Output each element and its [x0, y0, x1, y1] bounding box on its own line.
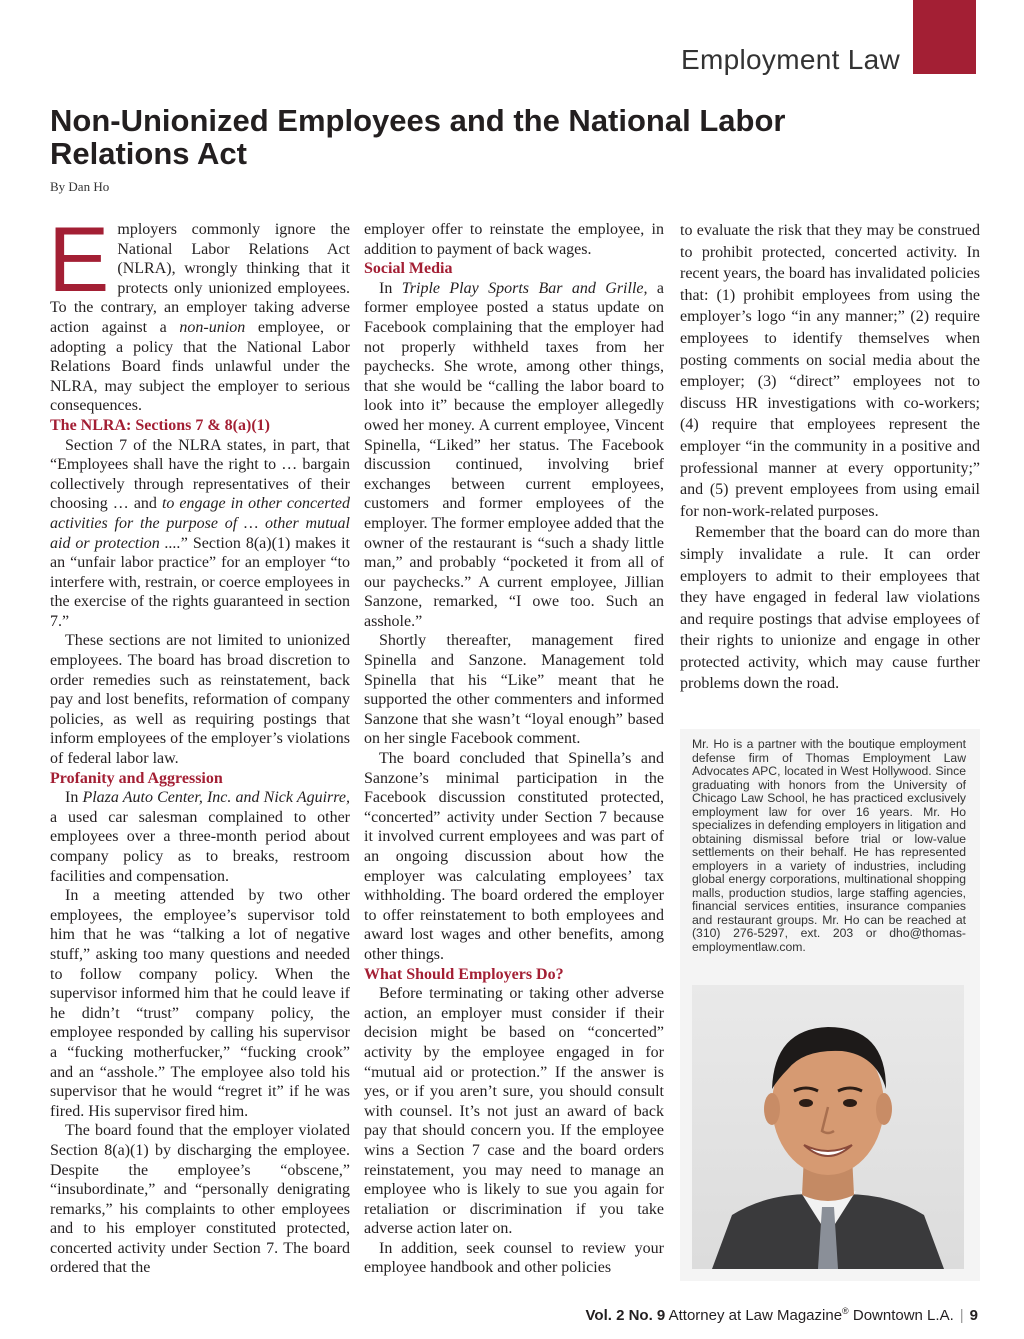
- paragraph: Remember that the board can do more than simply invalidate a rule. It can order employers to admit to their employees that they have engaged in federal law violations and require postings that advise employees of their rights to unionize and engage in other protected activity, which may cause further problems down the road.: [680, 524, 980, 693]
- paragraph: In Plaza Auto Center, Inc. and Nick Aguirre, a used car salesman complained to other employees over a three-month period about company policy as to breaks, restroom facilities and compensation.: [50, 789, 350, 885]
- article-column-1: [48, 209, 350, 1278]
- issue-volume: Vol. 2 No. 9: [585, 1307, 666, 1324]
- paragraph: employer offer to reinstate the employee, in addition to payment of back wages.: [364, 221, 664, 258]
- paragraph: In Triple Play Sports Bar and Grille, a former employee posted a status update on Facebook complaining that the employer had not properly withheld taxes from her paychecks. She wrote, among other things, that she would be “calling the labor board to look into it” because the employer allegedly owed her money. A current employee, Vincent Spinella, “Liked” her status. The Facebook discussion continued, involving brief exchanges between current employees, customers and former employees of the employer. The former employee added that the owner of the restaurant is “such a shady little man,” and probably “pocketed it from all of our paychecks.” A current employee, Jillian Sanzone, remarked, “I owe too. Such an asshole.”: [364, 279, 665, 630]
- author-portrait-illustration: [692, 985, 964, 1269]
- edition-name: Downtown L.A.: [852, 1307, 954, 1324]
- author-photo: [692, 985, 964, 1269]
- paragraph: to evaluate the risk that they may be construed to prohibit protected, concerted activity. In recent years, the board has invalidated policies that: (1) prohibit employees from using the employer’s logo “in any manner;” (2) require employees to identify themselves when posting comments on social media about the employer; (3) “direct” employees not to discuss HR investigations with co-workers; (4) require that employees represent the employer “in the community in a positive and professional manner at every opportunity;” and (5) prevent employees from using email for non-work-related purposes.: [680, 222, 980, 520]
- registered-mark: ®: [842, 1306, 849, 1316]
- paragraph: In a meeting attended by two other employees, the employee’s supervisor told him that he was “talking a lot of negative stuff,” asking too many questions and needed to follow company policy. When the supervisor informed him that he could leave if he didn’t “trust” company policy, the employee responded by calling his supervisor a “fucking motherfucker,” “fucking crook” and an “asshole.” The employee also told his supervisor that he would “regret it” if he was fired. His supervisor fired him.: [50, 887, 350, 1120]
- magazine-name: Attorney at Law Magazine: [668, 1307, 843, 1324]
- article-column-3: [680, 220, 980, 695]
- article-title: Non-Unionized Employees and the National Labor Relations Act: [50, 103, 786, 171]
- paragraph: Shortly thereafter, management fired Spinella and Sanzone. Management told Spinella that his “Like” meant that he supported the other commenters and informed Sanzone that she wasn’t “loyal enough” based on her single Facebook comment.: [364, 632, 664, 748]
- subheading-nlra: The NLRA: Sections 7 & 8(a)(1): [50, 416, 270, 434]
- intro-paragraph: Employers commonly ignore the National Labor Relations Act (NLRA), wrongly thinking that it protects only unionized employees. To the contrary, an employer taking adverse action against a non-union employee, or adopting a policy that the National Labor Relations Board finds unlawful under the NLRA, may subject the employer to serious consequences.: [48, 209, 350, 415]
- paragraph: These sections are not limited to unionized employees. The board has broad discretion to order remedies such as reinstatement, back pay and lost benefits, reformation of company policies, as well as requiring postings that inform employees of the employer’s violations of federal labor law.: [50, 632, 350, 768]
- paragraph: Section 7 of the NLRA states, in part, that “Employees shall have the right to … bargain collectively through representatives of their choosing … and to engage in other concerted activities for the purpose of … other mutual aid or protection ....” Section 8(a)(1) makes it an “unfair labor practice” for an employer “to interfere with, restrain, or coerce employees in the exercise of the rights guaranteed in section 7.”: [50, 436, 350, 630]
- paragraph: Before terminating or taking other adverse action, an employer must consider if their decision might be based on “concerted” activity by the employee engaged in for “mutual aid or protection.” If the answer is yes, or if you aren’t sure, you should consult with counsel. It’s not just an award of back pay that should concern you. If the employee wins a Section 7 case and the board orders reinstatement, you may need to manage an employee who is likely to sue you again for retaliation or discrimination if you take adverse action later on.: [364, 985, 664, 1238]
- subheading-profanity: Profanity and Aggression: [50, 769, 223, 787]
- section-label: Employment Law: [681, 44, 900, 75]
- section-color-bar: [913, 0, 976, 74]
- subheading-social-media: Social Media: [364, 260, 453, 278]
- paragraph: The board found that the employer violated Section 8(a)(1) by discharging the employee. Despite the employee’s “obscene,” “insubordinate,” and “personally denigrating remarks,” his complaints to other employees and to his employer constituted protected, concerted activity under Section 7. The board ordered that the: [50, 1122, 350, 1277]
- drop-cap: E: [48, 209, 110, 311]
- author-bio: Mr. Ho is a partner with the boutique employment defense firm of Thomas Employment Law Advocates APC, located in West Hollywood. Since graduating with honors from the University of Chicago Law School, he has practiced exclusively employment law for over 16 years. Mr. Ho specializes in defending employers in litigation and obtaining dismissal before trial or low-value settlements on their behalf. He has represented employers in a variety of industries, including global energy corporations, multinational shopping malls, production studios, large staffing agencies, financial services entities, insurance companies and restaurant groups. Mr. Ho can be reached at (310) 276-5297, ext. 203 or dho@thomas-employmentlaw.com.: [692, 737, 966, 954]
- page-number: 9: [969, 1307, 978, 1324]
- footer-separator: |: [959, 1307, 964, 1324]
- subheading-what-employers-do: What Should Employers Do?: [364, 965, 564, 983]
- paragraph: The board concluded that Spinella’s and Sanzone’s minimal participation in the Facebook discussion constituted protected, “concerted” activity under Section 7 because it involved current employees and was part of an ongoing discussion about how the employer was calculating employees’ tax withholding. The board ordered the employer to offer reinstatement to both employees and award lost wages and other benefits, among other things.: [364, 750, 664, 963]
- page-footer: [586, 1306, 978, 1324]
- article-column-2: [364, 220, 664, 1278]
- paragraph: In addition, seek counsel to review your employee handbook and other policies: [364, 1239, 664, 1277]
- byline: By Dan Ho: [50, 179, 110, 194]
